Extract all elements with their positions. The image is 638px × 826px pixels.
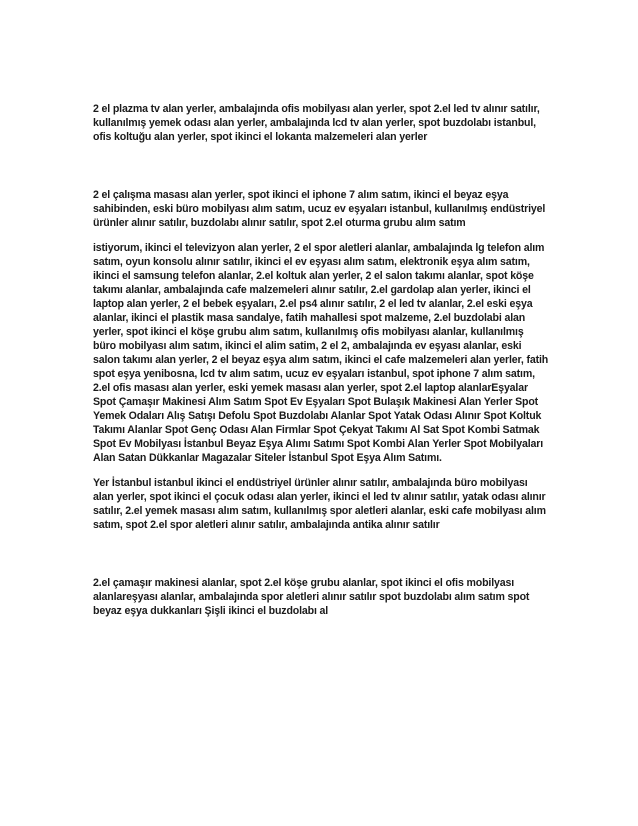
document-body: [93, 102, 549, 618]
paragraph: 2.el çamaşır makinesi alanlar, spot 2.el köşe grubu alanlar, spot ikinci el ofis mobilyası alanlareşyası alanlar, ambalajında spor aletleri alınır satılır spot buzdolabı alım satım spot beyaz eşya dukkanları Şişli ikinci el buzdolabı al: [93, 577, 530, 617]
paragraph: istiyorum, ikinci el televizyon alan yerler, 2 el spor aletleri alanlar, ambalajında lg telefon alım satım, oyun konsolu alınır satılır, ikinci el ev eşyası alım satım, elektronik eşya alım satım, ikinci el samsung telefon alanlar, 2.el koltuk alan yerler, 2 el salon takımı alanlar, spot köşe takımı alanlar, ambalajında cafe malzemeleri alınır satılır, 2.el gardolap alan yerler, ikinci el laptop alan yerler, 2 el bebek eşyaları, 2.el ps4 alınır satılır, 2 el led tv alanlar, 2.el eski eşya alanlar, ikinci el plastik masa sandalye, fatih mahallesi spot malzeme, 2.el buzdolabi alan yerler, spot ikinci el köşe grubu alım satım, kullanılmış ofis mobilyası alanlar, kullanılmış büro mobilyası alım satım, ikinci el alim satim, 2 el 2, ambalajında ev eşyası alanlar, eski salon takımı alan yerler, 2 el beyaz eşya alım satım, ikinci el cafe malzemeleri alan yerler, fatih spot eşya yenibosna, lcd tv alım satım, ucuz ev eşyaları istanbul, spot iphone 7 alım satım, 2.el ofis masası alan yerler, eski yemek masası alan yerler, spot 2.el laptop alanlarEşyalar Spot Çamaşır Makinesi Alım Satım Spot Ev Eşyaları Spot Bulaşık Makinesi Alan Yerler Spot Yemek Odaları Alış Satışı Defolu Spot Buzdolabı Alanlar Spot Yatak Odası Alınır Spot Koltuk Takımı Alanlar Spot Genç Odası Alan Firmlar Spot Çekyat Takımı Al Sat Spot Kombi Satmak Spot Ev Mobilyası İstanbul Beyaz Eşya Alımı Satımı Spot Kombi Alan Yerler Spot Mobilyaları Alan Satan Dükkanlar Magazalar Siteler İstanbul Spot Eşya Alım Satımı.: [93, 242, 549, 464]
paragraph: 2 el plazma tv alan yerler, ambalajında ofis mobilyası alan yerler, spot 2.el led tv alınır satılır, kullanılmış yemek odası alan yerler, ambalajında lcd tv alan yerler, spot buzdolabı istanbul, ofis koltuğu alan yerler, spot ikinci el lokanta malzemeleri alan yerler: [93, 103, 540, 143]
paragraph: 2 el çalışma masası alan yerler, spot ikinci el iphone 7 alım satım, ikinci el beyaz eşya sahibinden, eski büro mobilyası alım satım, ucuz ev eşyaları istanbul, kullanılmış endüstriyel ürünler alınır satılır, buzdolabı alınır satılır, spot 2.el oturma grubu alım satım: [93, 189, 546, 229]
paragraph: Yer İstanbul istanbul ikinci el endüstriyel ürünler alınır satılır, ambalajında büro mobilyası alan yerler, spot ikinci el çocuk odası alan yerler, ikinci el led tv alınır satılır, yatak odası alınır satılır, 2.el yemek masası alım satım, kullanılmış spor aletleri alanlar, eski cafe mobilyası alım satım, spot 2.el spor aletleri alınır satılır, ambalajında antika alınır satılır: [93, 477, 546, 531]
